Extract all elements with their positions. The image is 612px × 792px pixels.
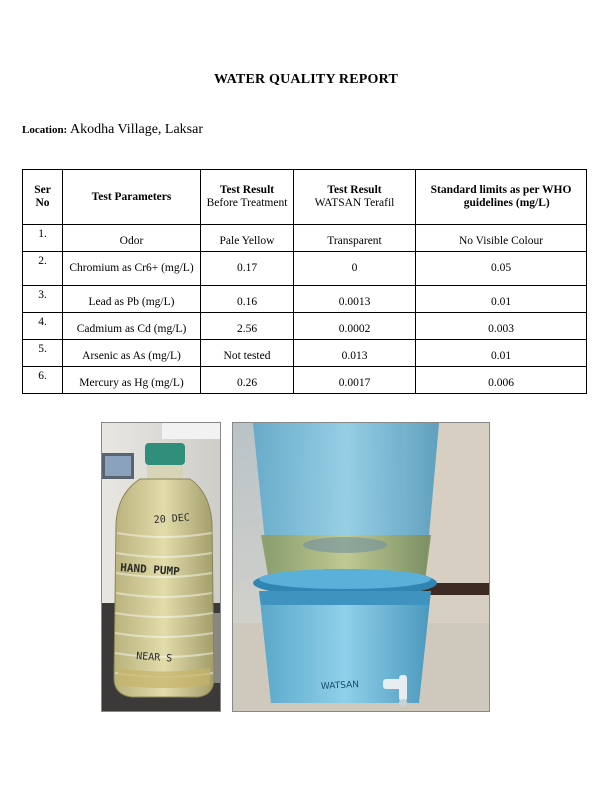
before-cell: Pale Yellow [201,225,294,252]
after-cell: 0 [294,252,416,286]
param-cell: Cadmium as Cd (mg/L) [63,313,201,340]
table-row [23,367,587,394]
table-row [23,286,587,313]
who-cell: 0.003 [416,313,587,340]
table-row [23,252,587,286]
report-title: WATER QUALITY REPORT [214,72,398,87]
before-cell: 0.17 [201,252,294,286]
bottle-photo [101,422,221,712]
after-cell: 0.0017 [294,367,416,394]
after-cell: Transparent [294,225,416,252]
header-ser-no: Ser No [23,170,63,225]
header-watsan-terafil: Test Result WATSAN Terafil [294,170,416,225]
ser-cell: 3. [23,286,63,313]
bottle-source-label: HAND PUMP [119,561,181,579]
filter-brand-label: WATSAN [320,680,360,692]
header-before-treatment: Test Result Before Treatment [201,170,294,225]
bottle-illustration [102,423,220,711]
who-cell: 0.05 [416,252,587,286]
location-value: Akodha Village, Laksar [69,122,203,137]
who-cell: 0.006 [416,367,587,394]
location-line [22,122,203,138]
header-who-limits: Standard limits as per WHO guidelines (mg/L) [416,170,587,225]
filter-illustration [233,423,489,711]
before-cell: 0.16 [201,286,294,313]
water-quality-table [22,169,587,394]
table-header-row [23,170,587,225]
header-test-parameters: Test Parameters [63,170,201,225]
ser-cell: 5. [23,340,63,367]
param-cell: Odor [63,225,201,252]
ser-cell: 4. [23,313,63,340]
ser-cell: 1. [23,225,63,252]
table-row [23,225,587,252]
who-cell: 0.01 [416,286,587,313]
param-cell: Arsenic as As (mg/L) [63,340,201,367]
after-cell: 0.0002 [294,313,416,340]
table-row [23,313,587,340]
after-cell: 0.013 [294,340,416,367]
table-row [23,340,587,367]
before-cell: Not tested [201,340,294,367]
ser-cell: 6. [23,367,63,394]
bottle-date-label: 20 DEC [153,512,191,526]
after-cell: 0.0013 [294,286,416,313]
param-cell: Mercury as Hg (mg/L) [63,367,201,394]
filter-photo [232,422,490,712]
before-cell: 0.26 [201,367,294,394]
param-cell: Chromium as Cr6+ (mg/L) [63,252,201,286]
before-cell: 2.56 [201,313,294,340]
bottle-location-label: NEAR S [135,651,173,665]
who-cell: 0.01 [416,340,587,367]
param-cell: Lead as Pb (mg/L) [63,286,201,313]
ser-cell: 2. [23,252,63,286]
location-label: Location: [22,124,68,136]
who-cell: No Visible Colour [416,225,587,252]
